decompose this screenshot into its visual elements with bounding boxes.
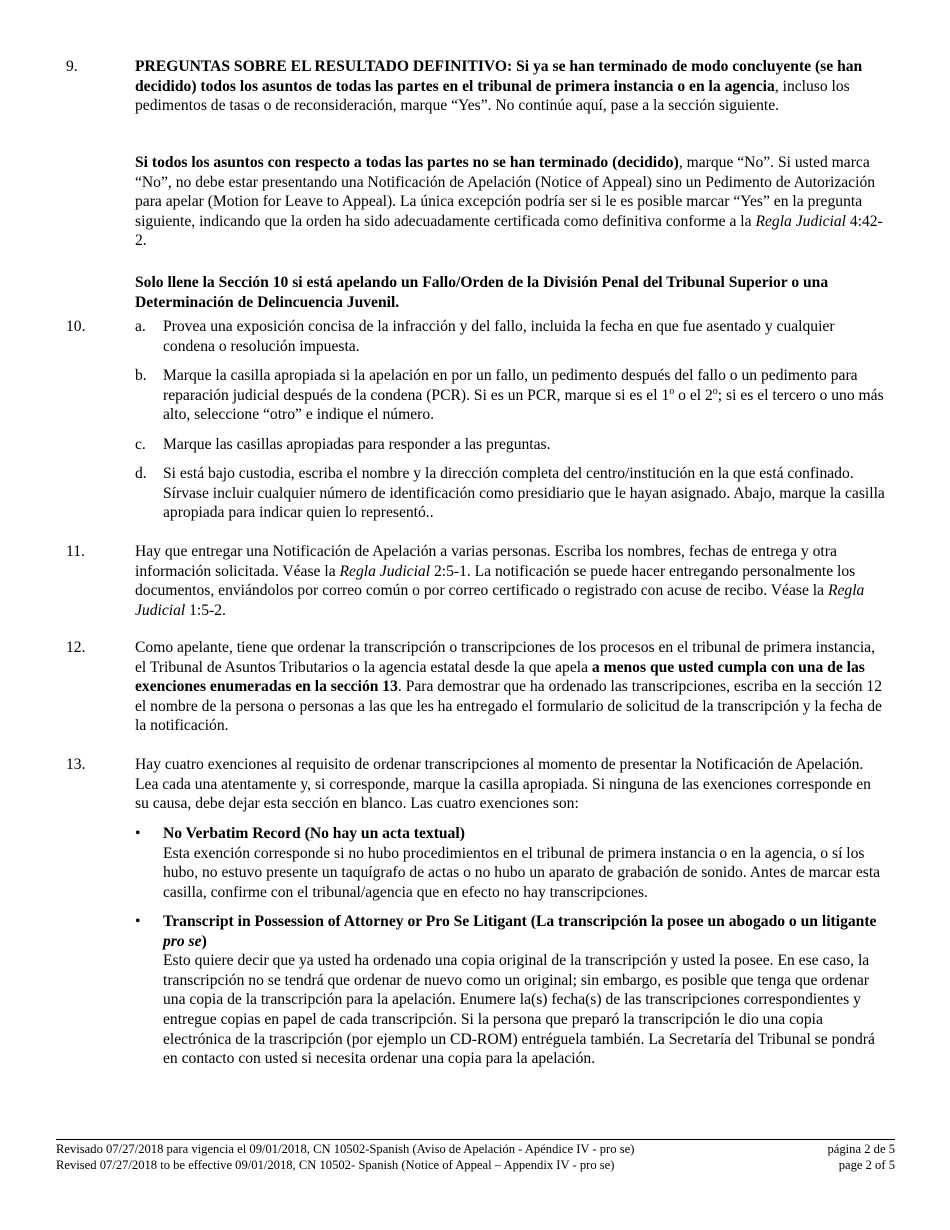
revision-note-spanish: Revisado 07/27/2018 para vigencia el 09/01/2018, CN 10502-Spanish (Aviso de Apelación - Apéndice IV - pro se) [56,1142,635,1156]
text-run: o el 2 [674,386,713,404]
section-number: 12. [66,639,86,656]
text-run: Como apelante, tiene que ordenar la transcripción o transcripciones de los procesos en el tribunal de primera instancia, el Tribunal de Asuntos Tributarios o la agencia estatal desde la que apela [135,639,876,676]
page-number-spanish: página 2 de 5 [827,1142,895,1156]
bold-text: Solo llene la Sección 10 si está apelando un Fallo/Orden de la División Penal del Tribunal Superior o una Determinación de Delincuencia Juvenil. [135,274,829,311]
bold-text: a menos que usted cumpla con una de las exenciones enumeradas en la sección 13 [135,658,865,696]
bold-text: Si todos los asuntos con respecto a todas las partes no se han terminado (decidido) [135,154,679,171]
bullet: • [135,913,141,930]
section-number: 10. [66,318,86,335]
section-number: 11. [66,543,85,560]
subitem-letter: b. [135,367,147,384]
rule-reference: Regla Judicial [755,212,846,230]
bullet: • [135,825,141,842]
revision-note-english: Revised 07/27/2018 to be effective 09/01/2018, CN 10502- Spanish (Notice of Appeal – Appendix IV - pro se) [56,1158,615,1172]
section-13-intro [135,755,887,814]
paragraph-text: , marque “No”. Si usted marca “No”, no debe estar presentando una Notificación de Apelación (Notice of Appeal) sino un Pedimento de Autorización para apelar (Motion for Leave to Appeal). La única excepción podría ser si le es posible marcar “Yes” en la pregunta siguiente, indicando que la orden ha sido adecuadamente certificada como definitiva conforme a la [135,154,876,230]
exemption-title: No Verbatim Record (No hay un acta textual) [163,825,465,842]
page-number-english: page 2 of 5 [838,1158,895,1172]
section-9-paragraph-3 [135,273,887,312]
subitem-text: Provea una exposición concisa de la infracción y del fallo, incluida la fecha en que fue asentado y cualquier condena o resolución impuesta. [163,318,835,355]
subitem-letter: c. [135,436,146,453]
footer-divider [56,1139,895,1140]
bullet-content [163,912,887,1069]
exemption-title [163,913,876,950]
subitem-text: Marque las casillas apropiadas para responder a las preguntas. [163,436,551,453]
rule-reference: Regla Judicial [135,582,865,619]
italic-text: pro se [163,932,202,950]
text-run: ) [201,932,207,950]
subitem-letter: d. [135,465,147,482]
section-9-paragraph-2 [135,153,887,251]
text-run: Hay que entregar una Notificación de Apelación a varias personas. Escriba los nombres, fechas de entrega y otra información solicitada. Véase la [135,543,837,580]
bullet-content [163,824,887,902]
section-number: 13. [66,756,86,773]
text-run: 2:5-1. La notificación se puede hacer entregando personalmente los documentos, enviándolos por correo común o por correo certificado o registrado con acuse de recibo. Véase la [135,562,856,600]
final-result-heading: PREGUNTAS SOBRE EL RESULTADO DEFINITIVO: Si ya se han terminado de modo concluyente (se han decidido) todos los asuntos de todas las partes en el tribunal de primera instancia o en la agencia [135,58,863,95]
section-number: 9. [66,58,78,75]
text-run: . Para demostrar que ha ordenado las transcripciones, escriba en la sección 12 el nombre de la persona o personas a las que les ha entregado el formulario de solicitud de la transcripción y la fecha de la notificación. [135,678,882,735]
superscript: o [669,385,675,397]
text-run: Marque la casilla apropiada si la apelación en por un fallo, un pedimento después del fallo o un pedimento para reparación judicial después de la condena (PCR). Si es un PCR, marque si es el 1 [163,367,858,404]
rule-reference: Regla Judicial [339,562,431,580]
paragraph-text: 4:42-2. [135,212,883,250]
section-9-paragraph-1 [135,57,887,116]
exemption-text: Esto quiere decir que ya usted ha ordenado una copia original de la transcripción y usted la posee. En ese caso, la transcripción no se tendrá que ordenar de nuevo como un original; sin embargo, es posible que tenga que ordenar una copia de la transcripción para la apelación. Enumere la(s) fecha(s) de las transcripciones correspondientes y entregue copias en papel de cada transcripción. Si la persona que preparó la transcripción le dio una copia electrónica de la trascripción (por ejemplo un CD-ROM) entréguela también. La Secretaría del Tribunal se pondrá en contacto con usted si necesita ordenar una copia para la apelación. [163,952,875,1068]
section-12-paragraph [135,638,887,736]
text-run: ; si es el tercero o uno más alto, seleccione “otro” e indique el número. [163,386,884,424]
subitem-text: Si está bajo custodia, escriba el nombre y la dirección completa del centro/institución en la que está confinado. Sírvase incluir cualquier número de identificación como presidiario que le hayan asignado. Abajo, marque la casilla apropiada para indicar quien lo representó.. [163,465,885,522]
subitem-text [163,366,887,425]
section-11-paragraph [135,542,887,620]
paragraph-text: , incluso los pedimentos de tasas o de reconsideración, marque “Yes”. No continúe aquí, pase a la sección siguiente. [135,77,850,115]
text-run: Transcript in Possession of Attorney or Pro Se Litigant (La transcripción la posee un abogado o un litigante [163,913,877,930]
superscript: o [712,385,718,397]
text-run: 1:5-2. [185,601,226,619]
paragraph-text: Hay cuatro exenciones al requisito de ordenar transcripciones al momento de presentar la Notificación de Apelación. Lea cada una atentamente y, si corresponde, marque la casilla apropiada. Si ninguna de las exenciones corresponde en su causa, debe dejar esta sección en blanco. Las cuatro exenciones son: [135,756,871,813]
exemption-text: Esta exención corresponde si no hubo procedimientos en el tribunal de primera instancia o en la agencia, o sí los hubo, no estuvo presente un taquígrafo de actas o no hubo un aparato de grabación de sonido. Antes de marcar esta casilla, confirme con el tribunal/agencia que en efecto no hay transcripciones. [163,844,881,901]
subitem-letter: a. [135,318,146,335]
